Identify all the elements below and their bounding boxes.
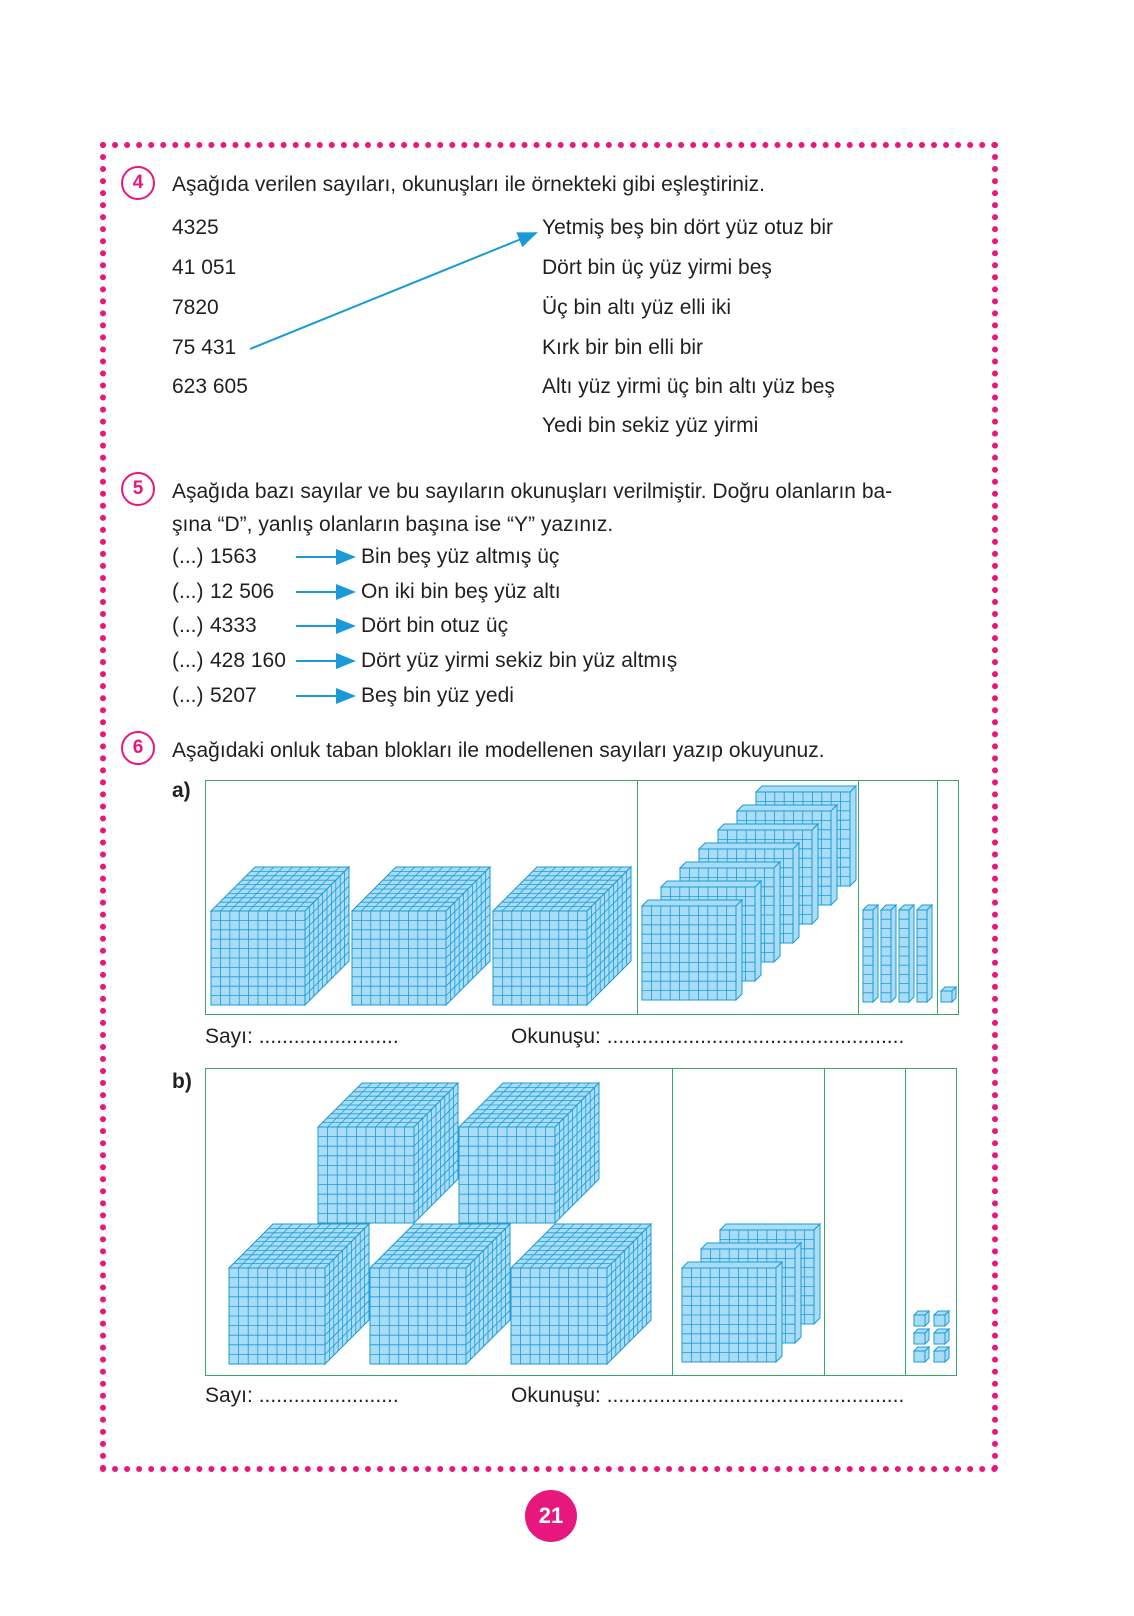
q4-reading-3: Üç bin altı yüz elli iki: [542, 296, 732, 319]
q4-number-1: 4325: [172, 216, 219, 239]
example-match-arrow: [250, 233, 536, 349]
ten-rod: [881, 905, 896, 1002]
page-number: 21: [525, 1490, 577, 1542]
q5-reading: Bin beş yüz altmış üç: [361, 545, 560, 568]
unit-cube: [941, 987, 956, 1002]
unit-cube: [914, 1311, 929, 1326]
unit-cube: [934, 1347, 949, 1362]
part-a-label: a): [172, 779, 191, 802]
q4-reading-2: Dört bin üç yüz yirmi beş: [542, 256, 772, 279]
q5-reading: Dört bin otuz üç: [361, 614, 509, 637]
part-b-label: b): [172, 1070, 192, 1093]
q4-reading-1: Yetmiş beş bin dört yüz otuz bir: [542, 216, 834, 239]
q5-answer-blank[interactable]: (...): [172, 614, 204, 637]
q5-answer-blank[interactable]: (...): [172, 684, 204, 707]
q4-number-2: 41 051: [172, 256, 237, 279]
hundred-flat: [682, 1262, 782, 1362]
q5-reading: Dört yüz yirmi sekiz bin yüz altmış: [361, 649, 678, 672]
q4-number-4: 75 431: [172, 336, 237, 359]
question-5-instruction-line1: Aşağıda bazı sayılar ve bu sayıların okunuşları verilmiştir. Doğru olanların ba-: [172, 480, 893, 503]
ten-rod: [899, 905, 914, 1002]
thousand-cube: [318, 1083, 458, 1223]
q5-number: 4333: [210, 614, 257, 637]
thousand-cube: [370, 1224, 510, 1364]
thousand-cube: [511, 1224, 651, 1364]
q4-reading-5: Altı yüz yirmi üç bin altı yüz beş: [542, 375, 835, 398]
question-4-number: 4: [121, 166, 155, 200]
part-b-okunusu-line[interactable]: Okunuşu: ...................................................: [511, 1384, 905, 1407]
question-6-instruction: Aşağıdaki onluk taban blokları ile modellenen sayıları yazıp okuyunuz.: [172, 739, 825, 762]
unit-cube: [914, 1347, 929, 1362]
hundred-flat: [642, 900, 742, 1000]
unit-cube: [934, 1329, 949, 1344]
q4-reading-4: Kırk bir bin elli bir: [542, 336, 704, 359]
q5-number: 5207: [210, 684, 257, 707]
q4-number-3: 7820: [172, 296, 219, 319]
q5-reading: On iki bin beş yüz altı: [361, 580, 561, 603]
question-4-instruction: Aşağıda verilen sayıları, okunuşları ile örnekteki gibi eşleştiriniz.: [172, 173, 765, 196]
question-5-number: 5: [121, 472, 155, 506]
unit-cube: [934, 1311, 949, 1326]
q4-number-5: 623 605: [172, 375, 248, 398]
thousand-cube: [493, 867, 631, 1005]
thousand-cube: [229, 1224, 369, 1364]
ten-rod: [863, 905, 878, 1002]
question-6-number: 6: [121, 731, 155, 765]
thousand-cube: [352, 867, 490, 1005]
q5-reading: Beş bin yüz yedi: [361, 684, 514, 707]
q4-reading-6: Yedi bin sekiz yüz yirmi: [542, 414, 759, 437]
part-a-sayi-line[interactable]: Sayı: ........................: [205, 1025, 399, 1048]
q5-number: 428 160: [210, 649, 286, 672]
q5-answer-blank[interactable]: (...): [172, 649, 204, 672]
q5-answer-blank[interactable]: (...): [172, 580, 204, 603]
part-b-sayi-line[interactable]: Sayı: ........................: [205, 1384, 399, 1407]
q5-number: 1563: [210, 545, 257, 568]
ten-rod: [917, 905, 932, 1002]
q5-answer-blank[interactable]: (...): [172, 545, 204, 568]
part-a-okunusu-line[interactable]: Okunuşu: ...................................................: [511, 1025, 905, 1048]
q5-number: 12 506: [210, 580, 275, 603]
thousand-cube: [459, 1083, 599, 1223]
unit-cube: [914, 1329, 929, 1344]
thousand-cube: [211, 867, 349, 1005]
question-5-instruction-line2: şına “D”, yanlış olanların başına ise “Y” yazınız.: [172, 513, 614, 536]
